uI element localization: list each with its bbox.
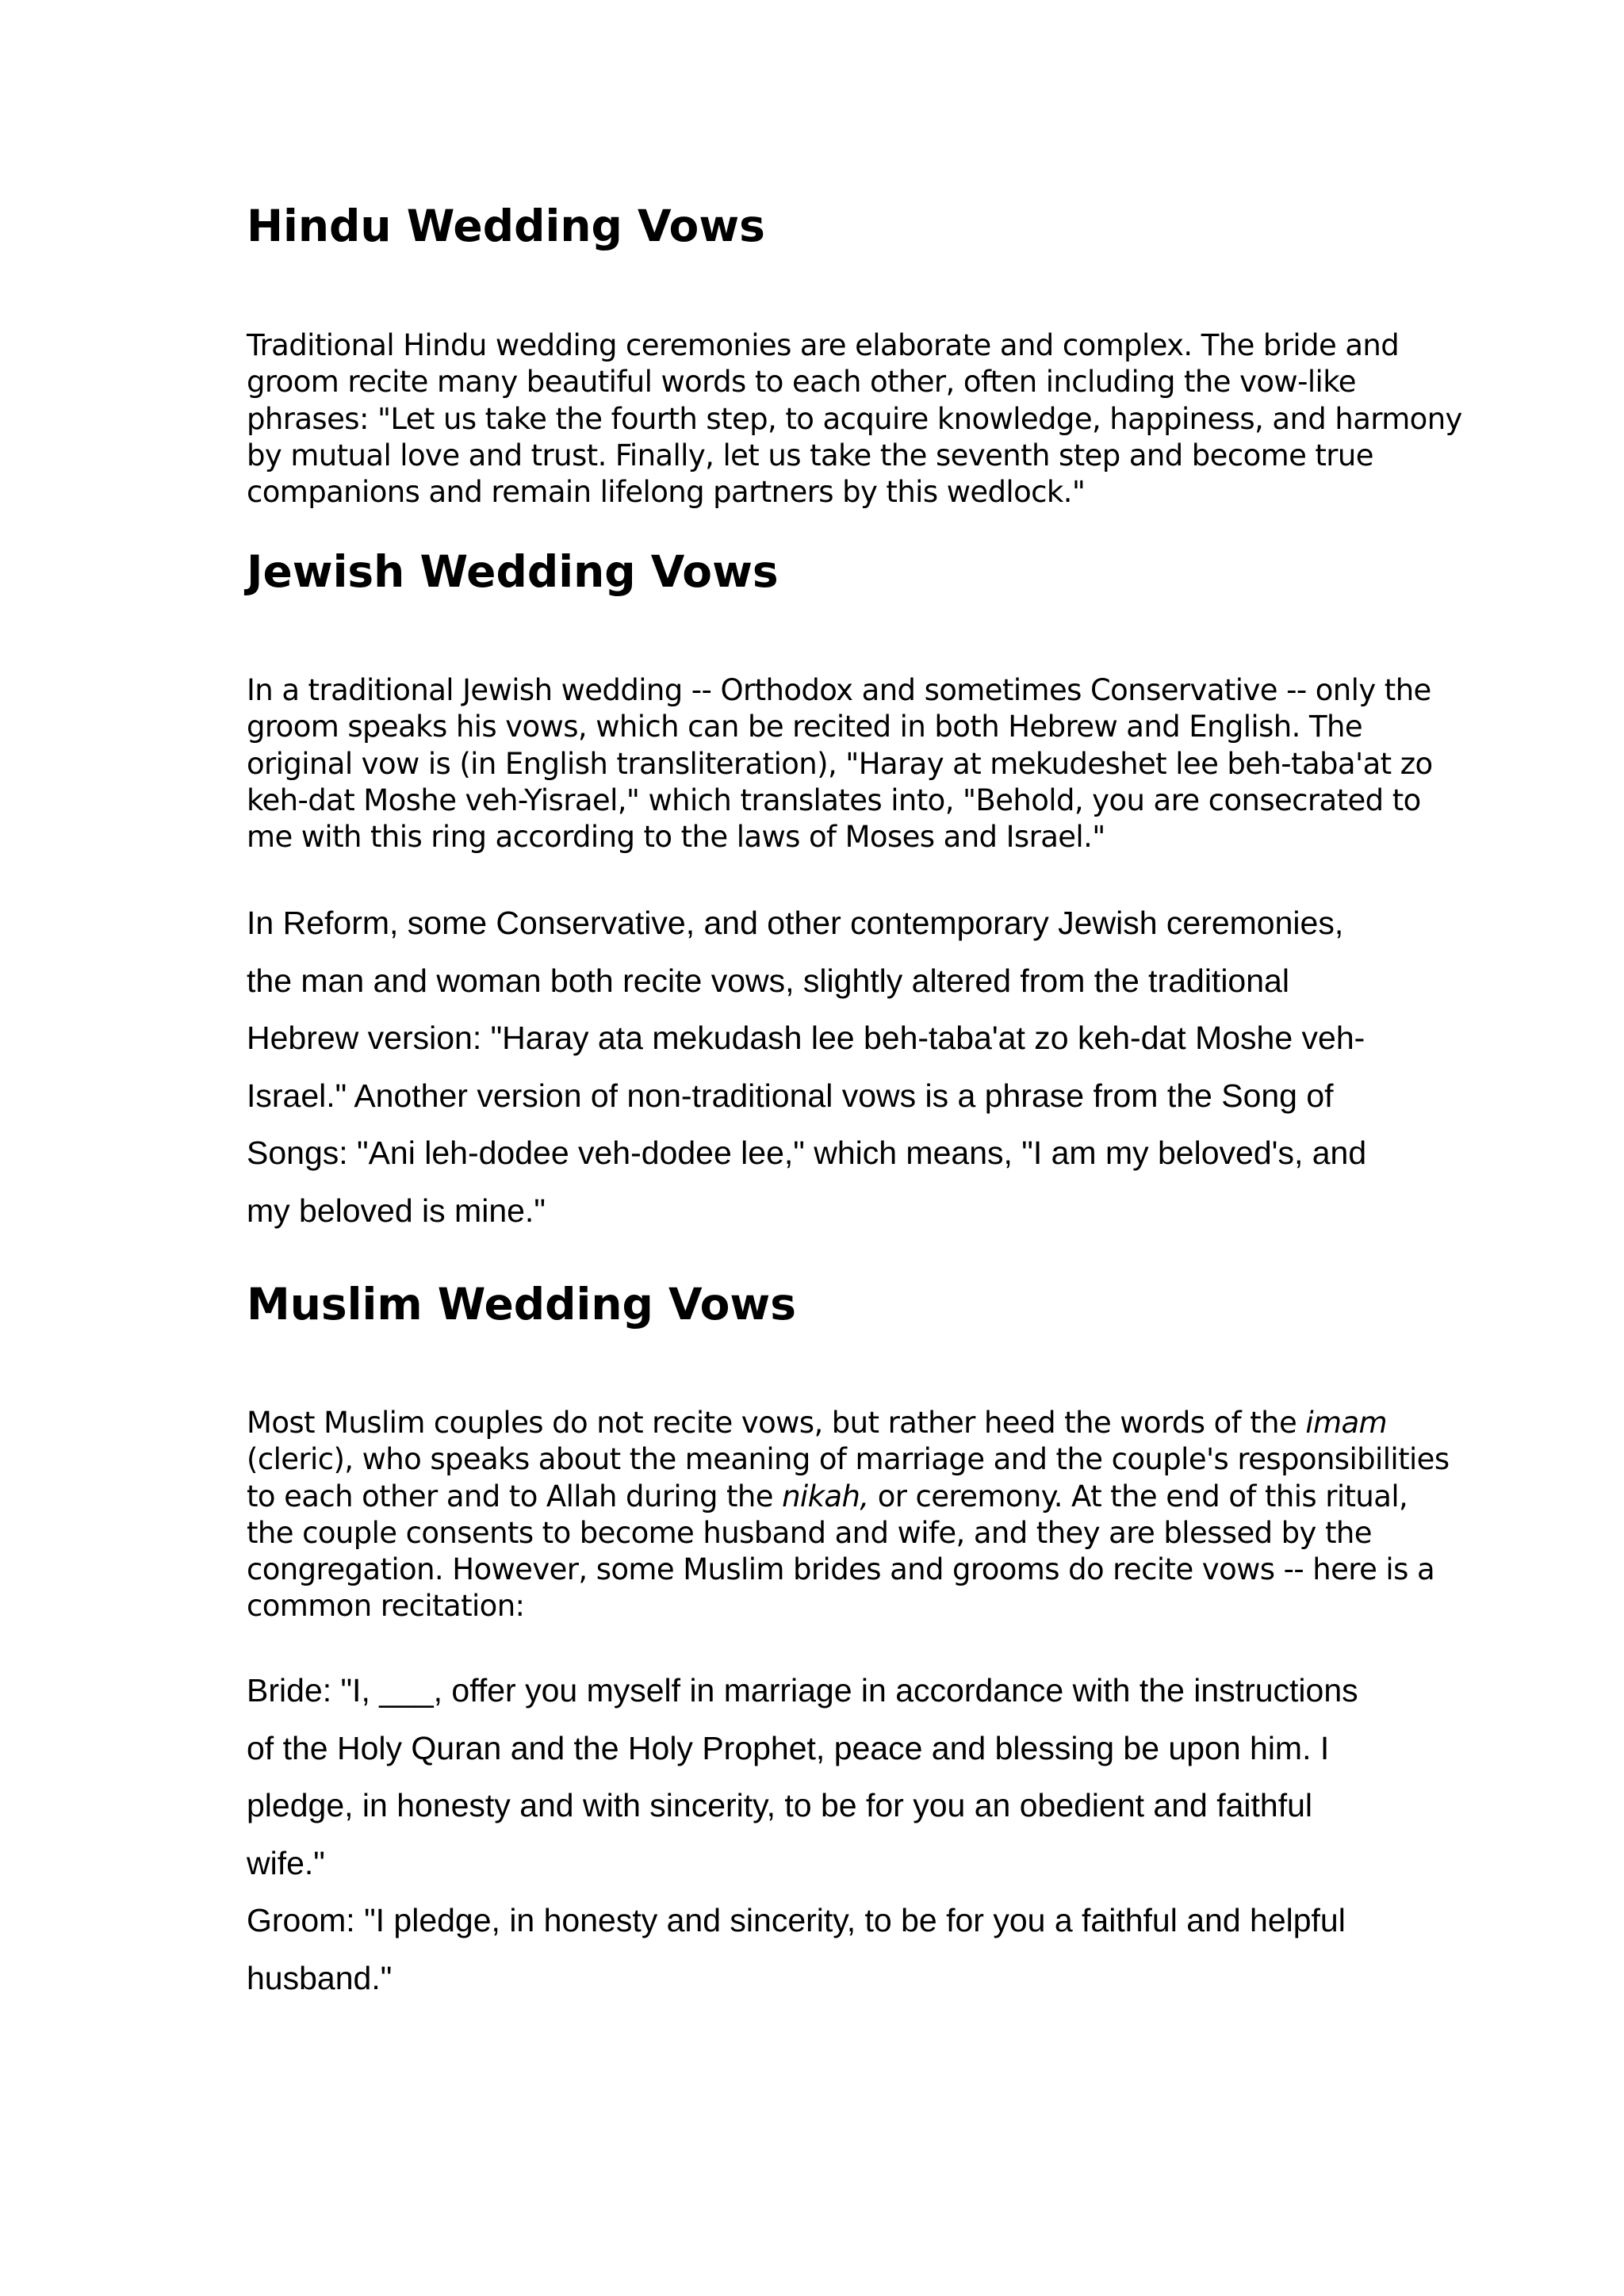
text-line: the man and woman both recite vows, slightly altered from the traditional [247,962,1289,999]
text-line [247,1479,1408,1515]
text-line: Bride: "I, ___, offer you myself in marriage in accordance with the instructions [247,1672,1358,1709]
heading-hindu-wedding-vows: Hindu Wedding Vows [247,201,765,251]
text-line: common recitation: [247,1589,525,1624]
text-line: keh-dat Moshe veh-Yisrael," which translates into, "Behold, you are consecrated to [247,783,1421,817]
text-line: Songs: "Ani leh-dodee veh-dodee lee," which means, "I am my beloved's, and [247,1135,1367,1171]
text-line: the couple consents to become husband and wife, and they are blessed by the [247,1515,1372,1550]
text-line: In a traditional Jewish wedding -- Orthodox and sometimes Conservative -- only the [247,673,1431,707]
text-line: Groom: "I pledge, in honesty and sincerity, to be for you a faithful and helpful [247,1902,1346,1938]
text-line: by mutual love and trust. Finally, let us take the seventh step and become true [247,438,1373,473]
text-line: wife." [247,1844,325,1881]
text-line: me with this ring according to the laws of Moses and Israel." [247,820,1105,855]
text-line: Traditional Hindu wedding ceremonies are elaborate and complex. The bride and [247,328,1400,362]
paragraph-jewish-reform-vows [247,894,1404,1239]
text-line: original vow is (in English transliteration), "Haray at mekudeshet lee beh-taba'at zo [247,746,1433,781]
text-line: (cleric), who speaks about the meaning of marriage and the couple's responsibilities [247,1442,1450,1477]
text-line: husband." [247,1959,393,1996]
text-line: In Reform, some Conservative, and other contemporary Jewish ceremonies, [247,905,1344,941]
text-line: my beloved is mine." [247,1192,546,1229]
term-nikah: nikah, [782,1479,869,1513]
heading-jewish-wedding-vows: Jewish Wedding Vows [247,546,779,597]
paragraph-jewish-traditional-vows [247,672,1433,855]
heading-muslim-wedding-vows: Muslim Wedding Vows [247,1279,796,1330]
paragraph-muslim-recitation [247,1662,1404,2007]
text-line: of the Holy Quran and the Holy Prophet, peace and blessing be upon him. I [247,1729,1330,1766]
text-segment: or ceremony. At the end of this ritual, [868,1479,1408,1513]
text-line: congregation. However, some Muslim brides and grooms do recite vows -- here is a [247,1552,1435,1587]
text-line: groom speaks his vows, which can be recited in both Hebrew and English. The [247,710,1362,744]
text-segment: Most Muslim couples do not recite vows, but rather heed the words of the [247,1406,1306,1440]
paragraph-hindu-vows [247,327,1462,511]
text-line: Israel." Another version of non-traditional vows is a phrase from the Song of [247,1077,1334,1114]
text-line: phrases: "Let us take the fourth step, to acquire knowledge, happiness, and harmony [247,401,1462,436]
text-line: Hebrew version: "Haray ata mekudash lee beh-taba'at zo keh-dat Moshe veh- [247,1020,1365,1056]
paragraph-muslim-vows-intro [247,1405,1450,1625]
text-segment: to each other and to Allah during the [247,1479,783,1513]
term-imam: imam [1305,1406,1387,1440]
text-line [247,1405,1404,1441]
text-line: groom recite many beautiful words to each other, often including the vow-like [247,365,1356,400]
text-line: companions and remain lifelong partners by this wedlock." [247,475,1086,510]
text-line: pledge, in honesty and with sincerity, to be for you an obedient and faithful [247,1787,1313,1823]
